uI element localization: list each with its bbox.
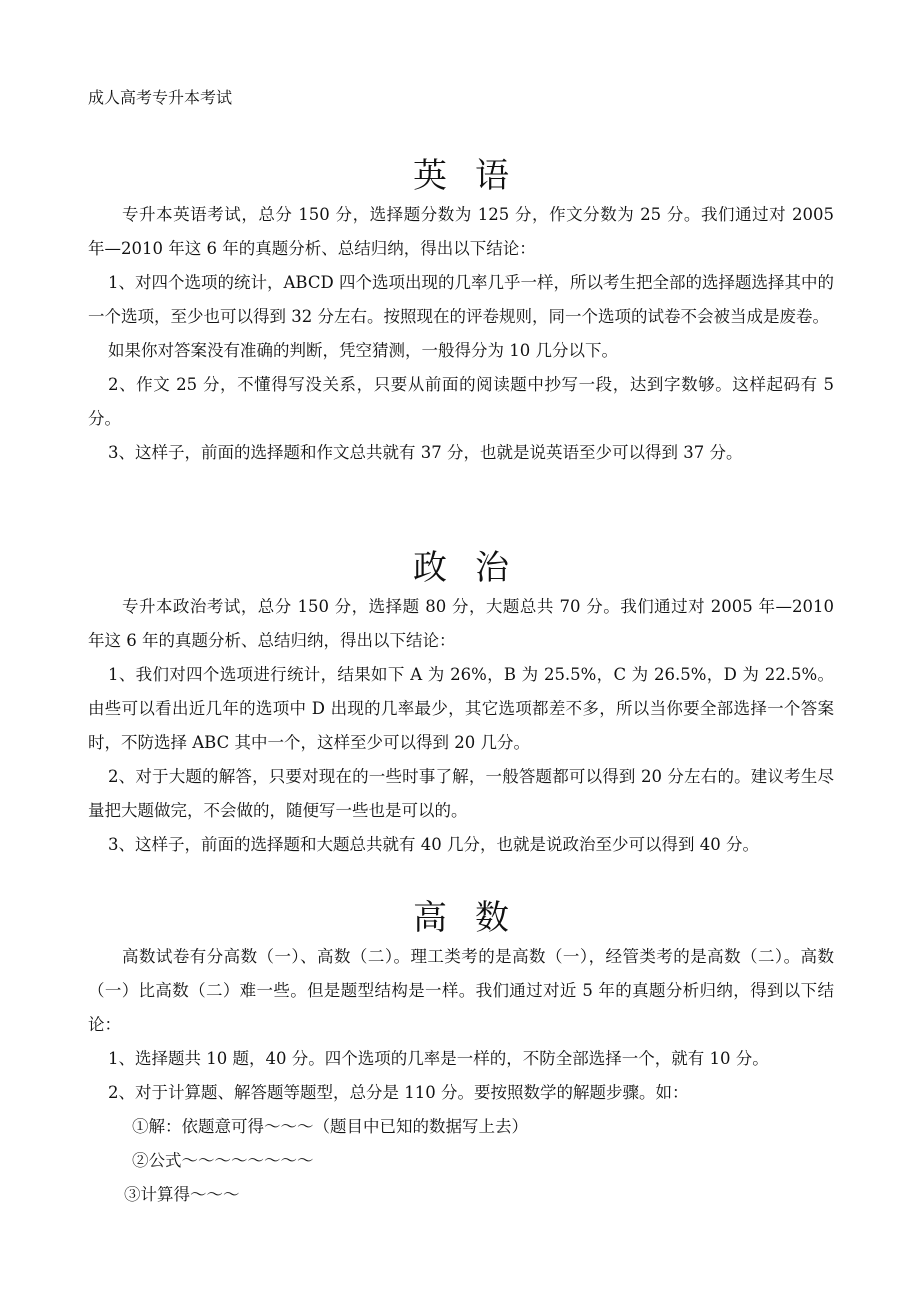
math-intro: 高数试卷有分高数（一）、高数（二）。理工类考的是高数（一），经管类考的是高数（二）。高数（一）比高数（二）难一些。但是题型结构是一样。我们通过对近 5 年的真题分析归纳，得到以下结论：	[88, 947, 834, 1034]
english-point-2: 2、作文 25 分，不懂得写没关系，只要从前面的阅读题中抄写一段，达到字数够。这样起码有 5 分。	[88, 375, 834, 428]
section-title-math: 高数	[413, 898, 537, 938]
politics-point-3: 3、这样子，前面的选择题和大题总共就有 40 几分，也就是说政治至少可以得到 40 分。	[108, 835, 759, 854]
section-title-english: 英语	[413, 156, 537, 196]
math-step-3: ③计算得～～～	[124, 1185, 240, 1204]
politics-point-2: 2、对于大题的解答，只要对现在的一些时事了解，一般答题都可以得到 20 分左右的。建议考生尽量把大题做完，不会做的，随便写一些也是可以的。	[88, 767, 834, 820]
document-header: 成人高考专升本考试	[88, 88, 233, 107]
section-politics	[88, 548, 834, 862]
math-step-1: ①解：依题意可得～～～（题目中已知的数据写上去）	[132, 1117, 528, 1136]
section-math	[88, 898, 834, 1212]
politics-point-1: 1、我们对四个选项进行统计，结果如下 A 为 26%，B 为 25.5%，C 为 26.5%，D 为 22.5%。由些可以看出近几年的选项中 D 出现的几率最少，其它选项都差不多，所以当你要全部选择一个答案时，不防选择 ABC 其中一个，这样至少可以得到 20 几分。	[88, 665, 834, 752]
math-point-1: 1、选择题共 10 题，40 分。四个选项的几率是一样的，不防全部选择一个，就有 10 分。	[108, 1049, 769, 1068]
politics-intro: 专升本政治考试，总分 150 分，选择题 80 分，大题总共 70 分。我们通过对 2005 年—2010 年这 6 年的真题分析、总结归纳，得出以下结论：	[88, 597, 834, 650]
math-step-2: ②公式～～～～～～～～	[132, 1151, 314, 1170]
english-note: 如果你对答案没有准确的判断，凭空猜测，一般得分为 10 几分以下。	[108, 341, 618, 360]
section-english	[88, 156, 834, 470]
english-point-1: 1、对四个选项的统计，ABCD 四个选项出现的几率几乎一样，所以考生把全部的选择题选择其中的一个选项，至少也可以得到 32 分左右。按照现在的评卷规则，同一个选项的试卷不会被当成是废卷。	[88, 273, 834, 326]
english-intro: 专升本英语考试，总分 150 分，选择题分数为 125 分，作文分数为 25 分。我们通过对 2005 年—2010 年这 6 年的真题分析、总结归纳，得出以下结论：	[88, 205, 834, 258]
english-point-3: 3、这样子，前面的选择题和作文总共就有 37 分，也就是说英语至少可以得到 37 分。	[108, 443, 743, 462]
math-point-2: 2、对于计算题、解答题等题型，总分是 110 分。要按照数学的解题步骤。如：	[108, 1083, 689, 1102]
section-title-politics: 政治	[413, 548, 537, 588]
